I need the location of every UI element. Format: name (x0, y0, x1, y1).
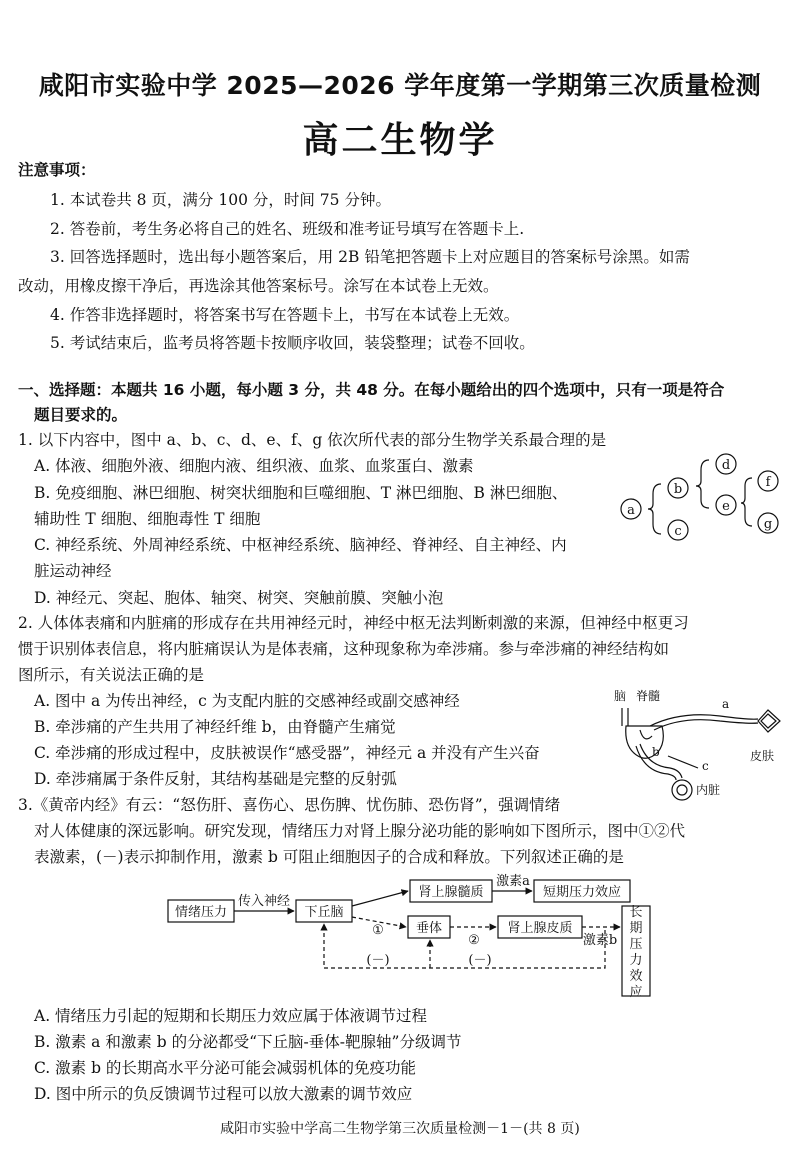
q1-option-a: A. 体液、细胞外液、细胞内液、组织液、血浆、血浆蛋白、激素 (34, 457, 474, 475)
q2-label-c: c (702, 759, 709, 773)
q3-stem-cont: 对人体健康的深远影响。研究发现，情绪压力对肾上腺分泌功能的影响如下图所示，图中①②代 (34, 822, 686, 840)
section-heading-cont: 题目要求的。 (34, 406, 128, 424)
q2-label-viscera: 内脏 (696, 783, 721, 797)
q1-option-b-cont: 辅助性 T 细胞、细胞毒性 T 细胞 (34, 510, 261, 528)
q3-box-pituitary: 垂体 (415, 921, 443, 936)
q3-option-d: D. 图中所示的负反馈调节过程可以放大激素的调节效应 (34, 1085, 413, 1103)
q1-option-c: C. 神经系统、外周神经系统、中枢神经系统、脑神经、脊神经、自主神经、内 (34, 536, 567, 554)
q2-label-a: a (722, 697, 730, 711)
q2-stem-cont: 惯于识别体表信息，将内脏痛误认为是体表痛，这种现象称为牵涉痛。参与牵涉痛的神经结构如 (18, 640, 670, 658)
notice-heading: 注意事项： (18, 161, 96, 179)
notice-item: 2. 答卷前，考生务必将自己的姓名、班级和准考证号填写在答题卡上. (50, 220, 525, 238)
q2-option-b: B. 牵涉痛的产生共用了神经纤维 b，由脊髓产生痛觉 (34, 718, 396, 736)
q1-node-g: g (763, 517, 773, 532)
q3-box-long-term: 长期压力效应 (629, 905, 643, 1000)
q1-option-d: D. 神经元、突起、胞体、轴突、树突、突触前膜、突触小泡 (34, 589, 444, 607)
q1-option-b: B. 免疫细胞、淋巴细胞、树突状细胞和巨噬细胞、T 淋巴细胞、B 淋巴细胞、 (34, 484, 568, 502)
q2-stem-cont: 图所示，有关说法正确的是 (18, 666, 205, 684)
exam-title: 咸阳市实验中学 2025—2026 学年度第一学期第三次质量检测 (38, 71, 762, 100)
q3-flow-diagram (160, 872, 660, 1000)
q2-label-spinal: 脊髓 (636, 689, 661, 703)
notice-item: 3. 回答选择题时，选出每小题答案后，用 2B 铅笔把答题卡上对应题目的答案标号涂黑。如需 (50, 248, 690, 266)
q1-node-e: e (722, 499, 730, 514)
q2-label-b: b (652, 745, 660, 759)
notice-item: 1. 本试卷共 8 页，满分 100 分，时间 75 分钟。 (50, 191, 391, 209)
q3-label-hormone-b: 激素b (582, 933, 618, 948)
section-heading: 一、选择题：本题共 16 小题，每小题 3 分，共 48 分。在每小题给出的四个选项中，只有一项是符合 (18, 381, 725, 399)
q1-node-b: b (673, 482, 683, 497)
q3-box-hypothalamus: 下丘脑 (304, 905, 344, 920)
q3-label-circle2: ② (468, 933, 480, 948)
q3-stem-cont: 表激素，(－)表示抑制作用，激素 b 可阻止细胞因子的合成和释放。下列叙述正确的是 (34, 848, 624, 866)
q3-box-stress: 情绪压力 (174, 905, 228, 920)
q3-box-medulla: 肾上腺髓质 (418, 885, 484, 900)
q3-box-cortex: 肾上腺皮质 (507, 921, 573, 936)
q2-option-c: C. 牵涉痛的形成过程中，皮肤被误作“感受器”，神经元 a 并没有产生兴奋 (34, 744, 540, 762)
q2-stem: 2. 人体体表痛和内脏痛的形成存在共用神经元时，神经中枢无法判断刺激的来源，但神经中枢更习 (18, 614, 689, 632)
q1-stem: 1. 以下内容中，图中 a、b、c、d、e、f、g 依次所代表的部分生物学关系最合理的是 (18, 431, 607, 449)
q1-node-f: f (765, 475, 771, 490)
q2-option-d: D. 牵涉痛属于条件反射，其结构基础是完整的反射弧 (34, 770, 397, 788)
page-footer: 咸阳市实验中学高二生物学第三次质量检测－1－(共 8 页) (220, 1121, 580, 1137)
q3-label-circle1: ① (372, 923, 384, 938)
subject-title: 高二生物学 (302, 120, 498, 161)
q3-option-a: A. 情绪压力引起的短期和长期压力效应属于体液调节过程 (34, 1007, 428, 1025)
notice-item: 4. 作答非选择题时，将答案书写在答题卡上，书写在本试卷上无效。 (50, 306, 520, 324)
q3-label-inhibit-1: (－) (366, 953, 390, 968)
notice-item: 改动，用橡皮擦干净后，再选涂其他答案标号。涂写在本试卷上无效。 (18, 277, 499, 295)
q2-label-brain: 脑 (614, 689, 627, 703)
notice-item: 5. 考试结束后，监考员将答题卡按顺序收回，装袋整理；试卷不回收。 (50, 334, 535, 352)
q1-option-c-cont: 脏运动神经 (34, 562, 112, 580)
q3-option-b: B. 激素 a 和激素 b 的分泌都受“下丘脑-垂体-靶腺轴”分级调节 (34, 1033, 462, 1051)
q3-label-afferent: 传入神经 (237, 894, 291, 909)
q1-hierarchy-diagram (615, 448, 790, 553)
q3-box-short-term: 短期压力效应 (542, 885, 622, 900)
q1-node-d: d (721, 458, 731, 473)
q3-stem: 3.《黄帝内经》有云：“怒伤肝、喜伤心、思伤脾、忧伤肺、恐伤肾”，强调情绪 (18, 796, 561, 814)
q2-label-skin: 皮肤 (750, 749, 775, 763)
q1-node-c: c (674, 524, 682, 539)
q3-label-inhibit-2: (－) (468, 953, 492, 968)
q2-option-a: A. 图中 a 为传出神经，c 为支配内脏的交感神经或副交感神经 (34, 692, 460, 710)
q2-nerve-diagram (610, 686, 792, 802)
q3-label-hormone-a: 激素a (496, 874, 530, 889)
q1-node-a: a (627, 503, 635, 518)
q3-option-c: C. 激素 b 的长期高水平分泌可能会减弱机体的免疫功能 (34, 1059, 416, 1077)
